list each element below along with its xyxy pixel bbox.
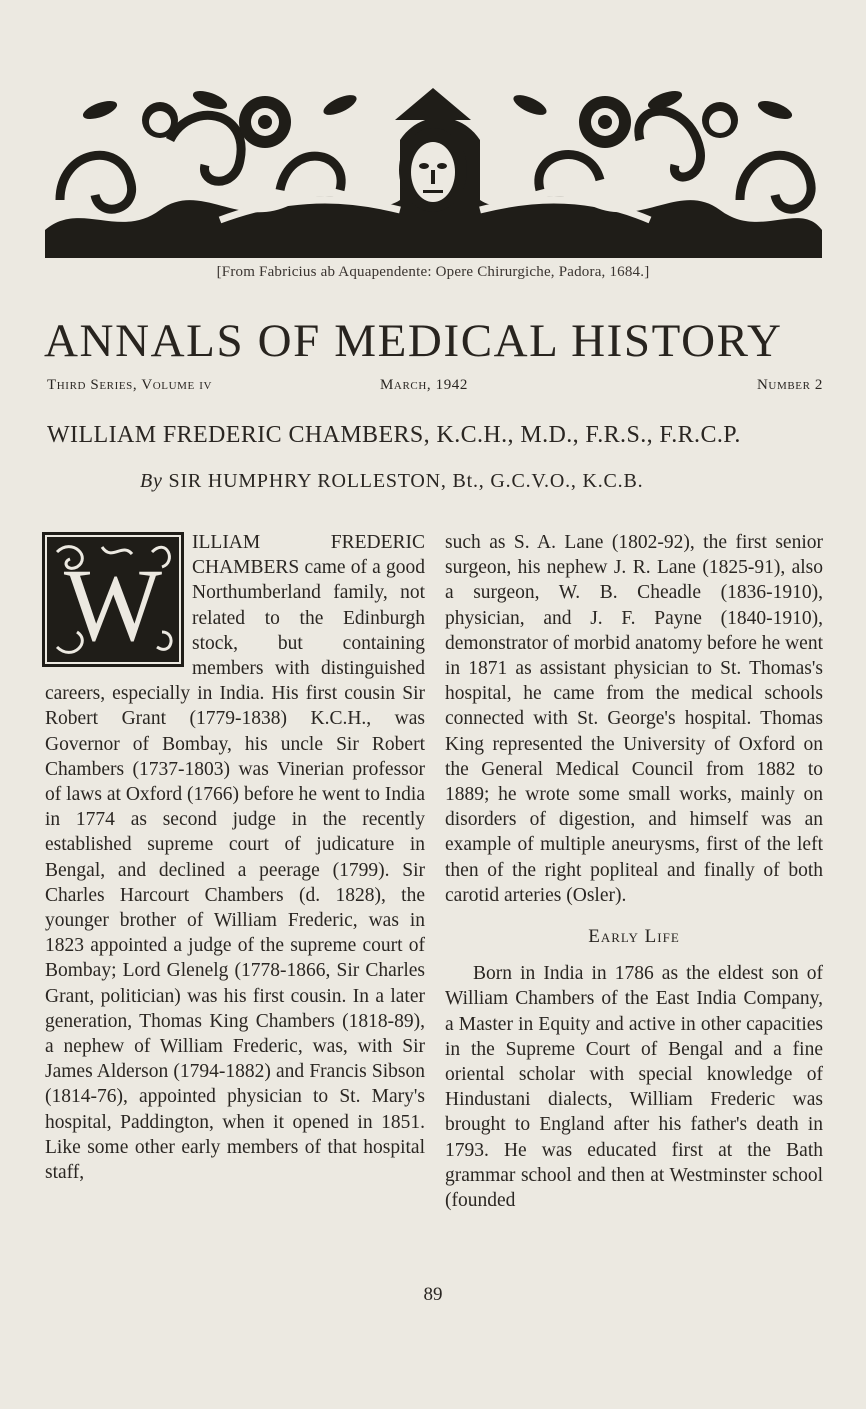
dropcap-letter: W [63,548,163,663]
issue-series: Third Series, Volume iv [47,377,213,393]
journal-title: ANNALS OF MEDICAL HISTORY [44,315,783,367]
page-number: 89 [423,1284,443,1305]
right-column-text: such as S. A. Lane (1802-92), the first senior surgeon, his nephew J. R. Lane (1825-91), also a surgeon, W. B. Cheadle (1836-1910), physician, and J. F. Payne (1840-1910), demonstrator of morbid anatomy before he went in 1871 as assistant physician to St. Thomas's hospital, he came from the medical schools connected with St. George's hospital. Thomas King represented the University of Oxford on the General Medical Council from 1882 to 1889; he wrote some small works, mainly on disorders of digestion, and himself was an example of multiple aneurysms, first of the left then of the right popliteal and finally of both carotid arteries (Osler). [445,532,823,906]
decorative-initial [42,532,184,667]
left-column-text: ILLIAM FREDERIC CHAMBERS came of a good Northumberland family, not related to the Edinburgh stock, but containing members with distinguished careers, especially in India. His first cousin Sir Robert Grant (1779-1838) K.C.H., was Governor of Bombay, his uncle Sir Robert Chambers (1737-1803) was Vinerian professor of laws at Oxford (1766) before he went to India in 1774 as second judge in the recently established supreme court of judicature in Bengal, and declined a peerage (1799). Sir Charles Harcourt Chambers (d. 1828), the younger brother of William Frederic, was in 1823 appointed a judge of the supreme court of Bombay; Lord Glenelg (1778-1866, Sir Charles Grant, politician) was his first cousin. In a later generation, Thomas King Chambers (1818-89), a nephew of William Frederic, was, with Sir James Alderson (1794-1882) and Francis Sibson (1814-76), appointed physician to St. Mary's hospital, Paddington, when it opened in 1851. Like some other early members of that hospital staff, [45,532,425,1184]
byline-by: By [140,470,163,492]
issue-line [47,377,823,399]
issue-date: March, 1942 [380,377,468,393]
issue-number: Number 2 [756,377,823,393]
article-title: WILLIAM FREDERIC CHAMBERS, K.C.H., M.D., F.R.S., F.R.C.P. [47,422,741,448]
banner-caption: [From Fabricius ab Aquapendente: Opere Chirurgiche, Padora, 1684.] [216,264,650,280]
byline-author: SIR HUMPHRY ROLLESTON, Bt., G.C.V.O., K.C.B. [168,470,644,492]
byline [140,470,760,493]
right-column [445,530,823,1213]
section-heading: Early Life [588,926,680,948]
woodcut-banner-illustration [40,80,826,263]
right-column-text-2: Born in India in 1786 as the eldest son of William Chambers of the East India Company, a Master in Equity and active in other capacities in the Supreme Court of Bengal and a fine oriental scholar with special knowledge of Hindustani dialects, William Frederic was brought to England after his father's death in 1793. He was educated first at the Bath grammar school and then at Westminster school (founded [445,963,823,1212]
left-column [45,530,425,1185]
